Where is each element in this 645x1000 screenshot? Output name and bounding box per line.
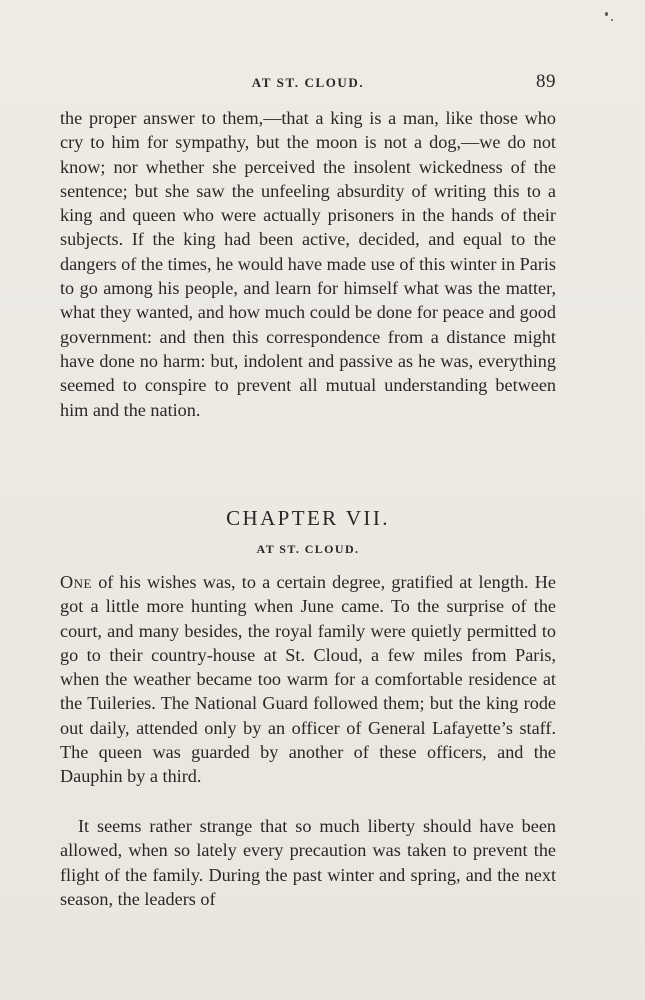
paragraph-text: It seems rather strange that so much liberty should have been allowed, when so lately every precaution was taken to prevent the flight of the family. During the past winter and spring, and the next season, the leaders of <box>60 816 556 909</box>
paragraph-text: of his wishes was, to a certain degree, gratified at length. He got a little more hunting when June came. To the surprise of the court, and many besides, the royal family were quietly permitted to go to their country-house at St. Cloud, a few miles from Paris, when the weather became too warm for a comfortable residence at the Tuileries. The National Guard followed them; but the king rode out daily, attended only by an officer of General Lafayette’s staff. The queen was guarded by another of these officers, and the Dauphin by a third. <box>60 572 556 787</box>
page-number: 89 <box>536 71 556 92</box>
chapter-title: CHAPTER VII. <box>226 506 390 530</box>
paragraph <box>60 814 556 911</box>
page-speck <box>611 19 613 21</box>
paragraph <box>60 570 556 789</box>
running-head: AT ST. CLOUD. <box>251 75 365 90</box>
paragraph-lead-word: One <box>60 572 92 592</box>
paragraph-text: the proper answer to them,—that a king is a man, like those who cry to him for sympathy, but the moon is not a dog,—we do not know; nor whether she perceived the insolent wickedness of the sentence; but she saw the unfeeling absurdity of writing this to a king and queen who were actually prisoners in the hands of their subjects. If the king had been active, decided, and equal to the dangers of the times, he would have made use of this winter in Paris to go among his people, and learn for himself what was the matter, what they wanted, and how much could be done for peace and good government: and then this correspondence from a distance might have done no harm: but, indolent and passive as he was, everything seemed to conspire to prevent all mutual understanding between him and the nation. <box>60 108 557 420</box>
page-speck <box>605 12 608 16</box>
paragraph <box>60 106 556 422</box>
chapter-subtitle: AT ST. CLOUD. <box>256 542 360 556</box>
page-header <box>60 71 556 95</box>
chapter-heading <box>60 504 556 557</box>
